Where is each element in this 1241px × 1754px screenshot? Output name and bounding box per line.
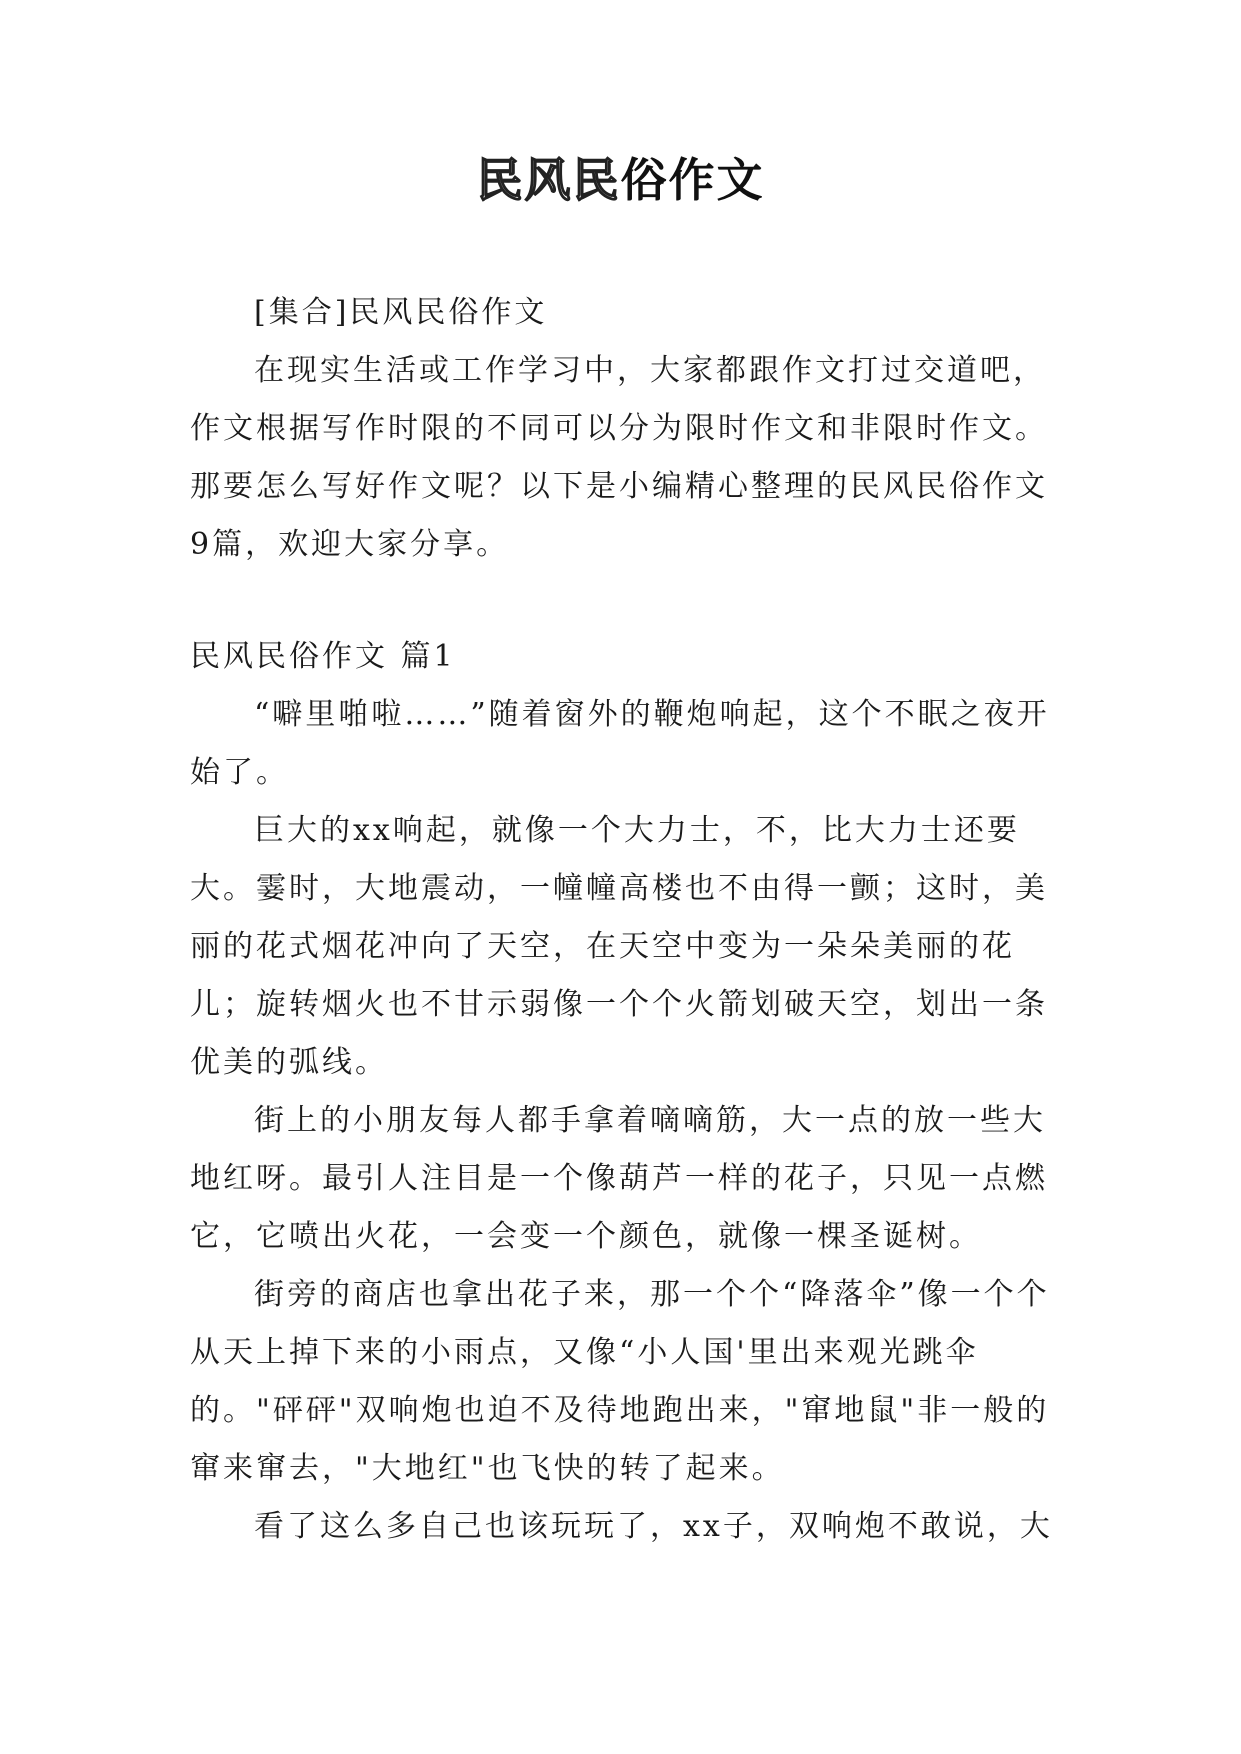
body-paragraph: 巨大的xx响起，就像一个大力士，不，比大力士还要大。霎时，大地震动，一幢幢高楼也不由得一颤；这时，美丽的花式烟花冲向了天空，在天空中变为一朵朵美丽的花儿；旋转烟火也不甘示弱像一个个火箭划破天空，划出一条优美的弧线。: [190, 813, 1048, 1080]
body-paragraph: 看了这么多自己也该玩玩了，xx子，双响炮不敢说，大: [254, 1509, 1053, 1544]
document-title: [0, 150, 1241, 210]
section-heading: 民风民俗作文 篇1: [190, 639, 456, 674]
intro-paragraph: 在现实生活或工作学习中，大家都跟作文打过交道吧，作文根据写作时限的不同可以分为限时作文和非限时作文。那要怎么写好作文呢？以下是小编精心整理的民风民俗作文9篇，欢迎大家分享。: [190, 353, 1048, 562]
body-paragraph: “噼里啪啦……”随着窗外的鞭炮响起，这个不眠之夜开始了。: [190, 697, 1050, 790]
title-char-rest: 俗作文: [620, 153, 765, 207]
title-char-outline: 民: [572, 153, 621, 207]
intro-label: [集合]民风民俗作文: [254, 295, 548, 330]
title-char-outline: 风: [524, 153, 573, 207]
body-paragraph: 街旁的商店也拿出花子来，那一个个“降落伞”像一个个从天上掉下来的小雨点，又像“小人国'里出来观光跳伞的。"砰砰"双响炮也迫不及待地跑出来，"窜地鼠"非一般的窜来窜去，"大地红"也飞快的转了起来。: [190, 1277, 1050, 1486]
document-body: [190, 284, 1070, 1556]
body-paragraph: 街上的小朋友每人都手拿着嘀嘀筋，大一点的放一些大地红呀。最引人注目是一个像葫芦一样的花子，只见一点燃它，它喷出火花，一会变一个颜色，就像一棵圣诞树。: [190, 1103, 1048, 1254]
section-spacer: [190, 574, 1070, 628]
title-char-outline: 民: [476, 153, 525, 207]
